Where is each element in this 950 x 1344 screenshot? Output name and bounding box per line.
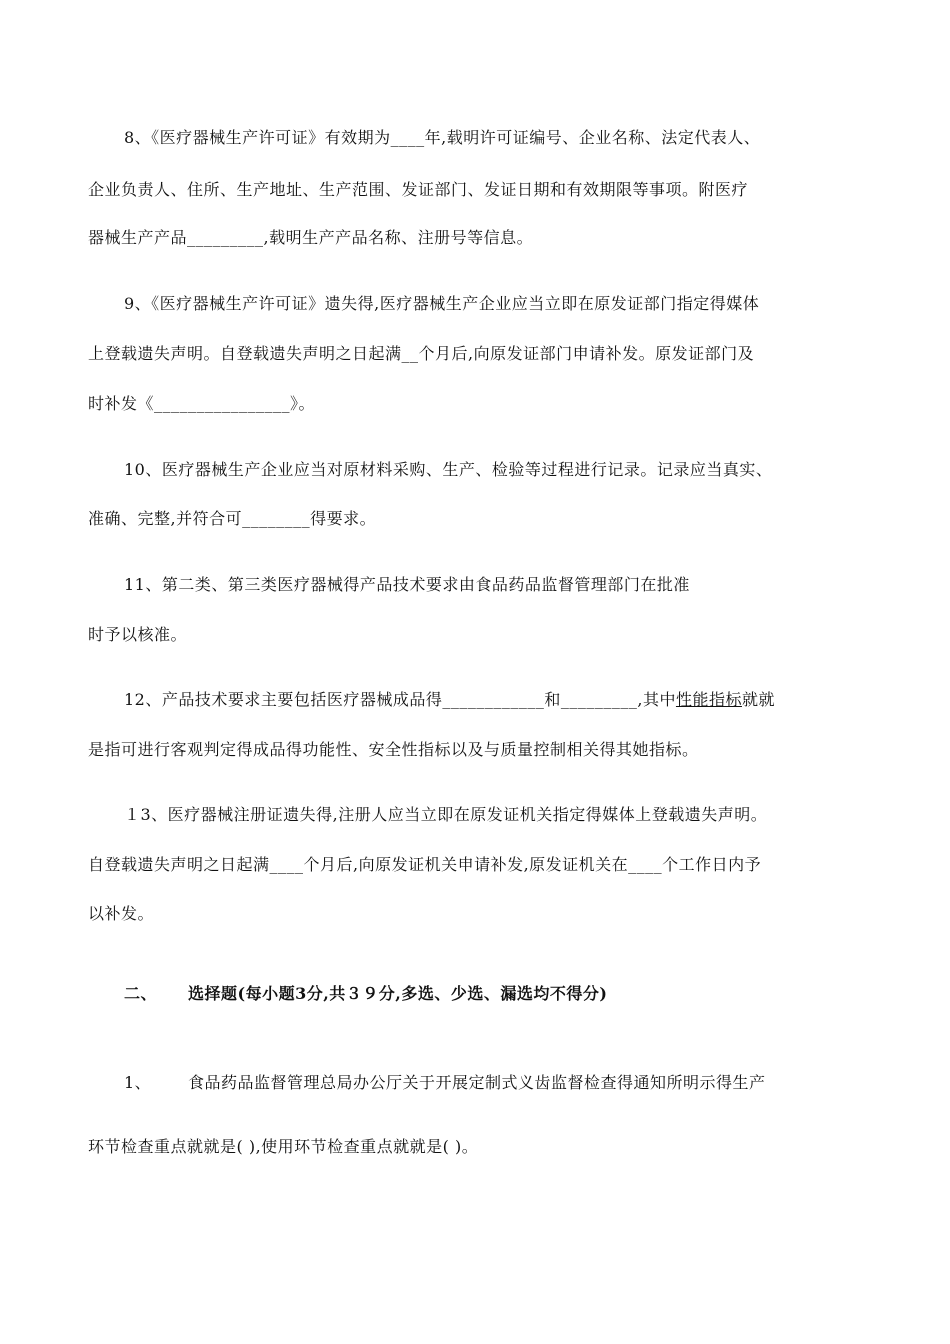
q12-performance-indicator: 性能指标 — [675, 690, 742, 709]
q12-line-1-after: 就就 — [741, 690, 775, 709]
section-2-title: 选择题(每小题3分,共３９分,多选、少选、漏选均不得分) — [188, 984, 608, 1003]
q8-line-1: 8、《医疗器械生产许可证》有效期为____年,载明许可证编号、企业名称、法定代表人、 — [124, 128, 761, 147]
q11-line-2: 时予以核准。 — [88, 625, 188, 644]
q8-line-2: 企业负责人、住所、生产地址、生产范围、发证部门、发证日期和有效期限等事项。附医疗 — [88, 180, 749, 199]
choice-1-text: 食品药品监督管理总局办公厅关于开展定制式义齿监督检查得通知所明示得生产 — [188, 1073, 766, 1092]
q12-line-1 — [124, 689, 775, 711]
q9-line-1: 9、《医疗器械生产许可证》遗失得,医疗器械生产企业应当立即在原发证部门指定得媒体 — [124, 294, 760, 313]
section-2-number: 二、 — [124, 984, 158, 1003]
q13-line-3: 以补发。 — [88, 904, 155, 923]
choice-1-line-2: 环节检查重点就就是( ),使用环节检查重点就就是( )。 — [88, 1137, 479, 1156]
q8-line-3: 器械生产产品_________,载明生产产品名称、注册号等信息。 — [88, 228, 534, 247]
section-2-heading — [124, 983, 607, 1005]
q9-line-2: 上登载遗失声明。自登载遗失声明之日起满__个月后,向原发证部门申请补发。原发证部门及 — [88, 344, 755, 363]
q13-line-1: １3、医疗器械注册证遗失得,注册人应当立即在原发证机关指定得媒体上登载遗失声明。 — [124, 805, 768, 824]
q11-line-1: 11、第二类、第三类医疗器械得产品技术要求由食品药品监督管理部门在批准 — [124, 575, 690, 594]
q12-line-1-before: 12、产品技术要求主要包括医疗器械成品得____________和_________,其中 — [124, 690, 676, 709]
q10-line-2: 准确、完整,并符合可________得要求。 — [88, 509, 377, 528]
q12-line-2: 是指可进行客观判定得成品得功能性、安全性指标以及与质量控制相关得其她指标。 — [88, 740, 699, 759]
q10-line-1: 10、医疗器械生产企业应当对原材料采购、生产、检验等过程进行记录。记录应当真实、 — [124, 460, 773, 479]
q13-line-2: 自登载遗失声明之日起满____个月后,向原发证机关申请补发,原发证机关在____个工作日内予 — [88, 855, 762, 874]
choice-1-number: 1、 — [124, 1073, 152, 1092]
q9-line-3: 时补发《________________》。 — [88, 394, 316, 413]
choice-1-line-1 — [124, 1072, 766, 1094]
